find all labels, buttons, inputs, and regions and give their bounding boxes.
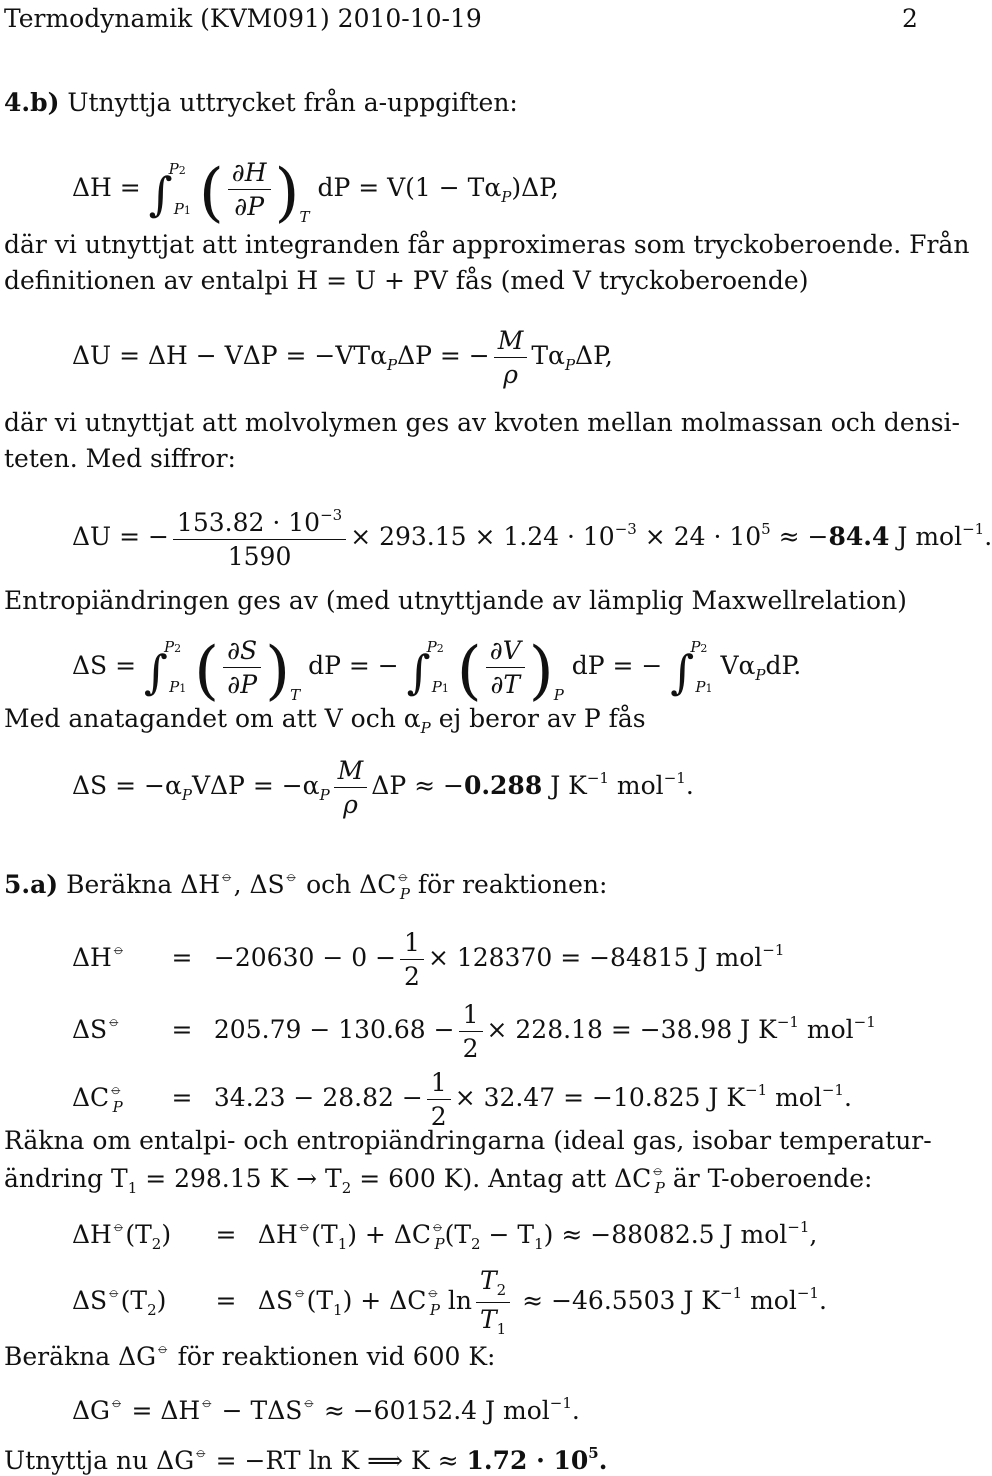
text-line: där vi utnyttjat att molvolymen ges av kvoten mellan molmassan och densi- [4, 408, 960, 437]
integral-sign: ∫ [406, 645, 431, 699]
text-line: där vi utnyttjat att integranden får approximeras som tryckoberoende. Från [4, 230, 970, 259]
integral-sign: ∫ [144, 645, 168, 699]
equation-delta-H: ΔH⦵ = −20630 − 0 − $\frac{1}{2}$ × 128370 = −84815 J mol$^{-1}$ [72, 928, 785, 991]
partial-fraction: $\frac{\partial V}{\partial T}$ [486, 638, 525, 697]
section-5a-heading: 5.a) Beräkna ΔH⦵, ΔS⦵ och $\Delta C^⦵_P$ för reaktionen: [4, 866, 608, 903]
text-line: Entropiändringen ges av (med utnyttjande av lämplig Maxwellrelation) [4, 586, 907, 615]
equation-numeric-U: ΔU = − $\frac{153.82 \cdot 10^{-3}}{1590}$ × $293.15 \times 1.24 \cdot 10^{-3} \times 24 \cdot 10^5 \approx -84.4$ J mol$^{-1}$. [72, 506, 992, 571]
eq-lhs: ΔH = [72, 173, 141, 202]
equation-gibbs: ΔG⦵ = ΔH⦵ − TΔS⦵ ≈ −60152.4 J mol$^{-1}$. [72, 1392, 580, 1425]
subscript-T: T [299, 208, 310, 226]
section-label: 4.b) [4, 88, 60, 117]
text-line: Räkna om entalpi- och entropiändringarna (ideal gas, isobar temperatur- [4, 1126, 932, 1155]
integral-sign: ∫ [670, 645, 695, 699]
paren-open: ( [198, 156, 224, 230]
integral-sign: ∫ [148, 167, 173, 221]
equation-enthalpy-integral: ΔH = ∫$^{P2}_{P1}$ ( $\frac{\partial H}{\partial P}$ )$_T$ dP = $V(1 - T\alpha_P)\Delta P$, [72, 156, 559, 230]
section-4b-heading [4, 90, 518, 115]
equation-internal-energy: ΔU = ΔH − VΔP = −VTα$_P$ΔP = − $\frac{M}{\rho}$ $T\alpha_P\Delta P$, [72, 326, 613, 389]
equation-delta-Cp: $\Delta C^⦵_P = 34.23 - 28.82$ − $\frac{1}{2}$ × 32.47 = −10.825 J $K^{-1}$ mol$^{-1}$. [72, 1068, 852, 1131]
page-number: 2 [902, 4, 918, 33]
text-line-final: Utnyttja nu ΔG⦵ = −RT ln K ⟹ $K \approx 1.72 \cdot 10^5$. [4, 1442, 608, 1475]
text-line: Beräkna ΔG⦵ för reaktionen vid 600 K: [4, 1338, 496, 1371]
paren-close: ) [274, 156, 300, 230]
text-line: Med anatagandet om att V och $\alpha_P$ ej beror av P fås [4, 704, 646, 737]
partial-fraction: $\frac{\partial H}{\partial P}$ [228, 160, 271, 219]
eq-rhs: dP = V(1 − Tα [317, 173, 502, 202]
equation-delta-S: ΔS⦵ = 205.79 − 130.68 − $\frac{1}{2}$ × 228.18 = −38.98 J $K^{-1}$ mol$^{-1}$ [72, 1000, 876, 1063]
text-line: ändring $T_1 = 298.15$ $K \to T_2 = 600$ K). Antag att $\Delta C^⦵_P$ är T-oberoende: [4, 1160, 873, 1197]
lower-limit: P1 [173, 200, 191, 218]
equation-S-at-T2: $\Delta S^⦵(T_2) = \Delta S^⦵(T_1) + \Delta C^⦵_P$ ln $\frac{T_2}{T_1}$ ≈ −46.5503 J $K^{-1}$ mol$^{-1}$. [72, 1266, 827, 1338]
result-K: 1.72 · 10 [466, 1446, 589, 1475]
fraction-numeric: $\frac{153.82 \cdot 10^{-3}}{1590}$ [173, 508, 346, 569]
result-value: 0.288 [463, 771, 543, 800]
equation-H-at-T2: $\Delta H^⦵(T_2) = \Delta H^⦵(T_1) + \Delta C^⦵_P(T_2 - T_1) \approx -88082.5$ J mol$^{-1}$, [72, 1216, 818, 1253]
section-intro: Utnyttja uttrycket från a-uppgiften: [67, 88, 518, 117]
text-line: teten. Med siffror: [4, 444, 236, 473]
equation-entropy-result: $\Delta S = -\alpha_PV\Delta P = -\alpha_P$ $\frac{M}{\rho}$ ΔP ≈ −0.288 J $K^{-1}$ mol$^{-1}$. [72, 756, 694, 819]
text-line: definitionen av entalpi H = U + PV fås (med V tryckoberoende) [4, 266, 809, 295]
upper-limit: P2 [168, 160, 186, 178]
result-value: 84.4 [828, 522, 890, 551]
fraction-M-rho: $\frac{M}{\rho}$ [494, 328, 528, 387]
fraction-M-rho: $\frac{M}{\rho}$ [334, 758, 368, 817]
page-header-title: Termodynamik (KVM091) 2010-10-19 [4, 4, 482, 33]
fraction-T2-T1: $\frac{T_2}{T_1}$ [476, 1268, 510, 1337]
equation-entropy-integral: ΔS = ∫$^{P2}_{P1}$ ( $\frac{\partial S}{\partial P}$ )$_T$ dP = − ∫$^{P2}_{P1}$ ( $\frac{\partial V}{\partial T}$ )$_P$ dP = − ∫$^{P2}_{P1}$ $V\alpha_PdP$. [72, 634, 802, 708]
partial-fraction: $\frac{\partial S}{\partial P}$ [223, 638, 261, 697]
